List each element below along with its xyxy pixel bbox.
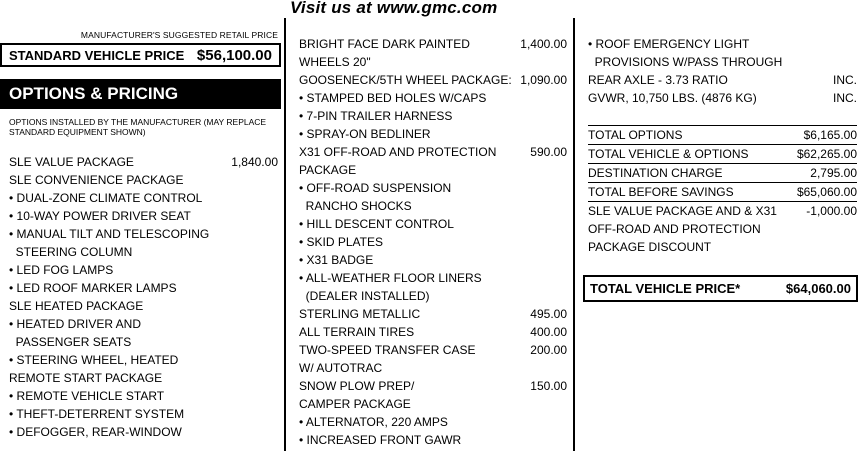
line-item-text: SLE CONVENIENCE PACKAGE [9, 173, 184, 187]
line-item-amount: 1,400.00 [520, 37, 567, 51]
line-item-text: • ALTERNATOR, 220 AMPS [299, 415, 448, 429]
summary-line-item [588, 144, 857, 163]
line-item-text: TOTAL VEHICLE & OPTIONS [588, 147, 749, 161]
options-list-left [0, 153, 281, 441]
line-item-text: REMOTE START PACKAGE [9, 371, 163, 385]
option-line-item [9, 333, 278, 351]
pricing-column-middle [290, 18, 572, 451]
total-price-amount: $64,060.00 [785, 281, 851, 296]
line-item-text: (DEALER INSTALLED) [299, 289, 430, 303]
option-line-item [9, 315, 278, 333]
line-item-amount: $6,165.00 [803, 128, 857, 142]
line-item-text: STERLING METALLIC [299, 307, 421, 321]
line-item-amount: 1,090.00 [520, 73, 567, 87]
option-line-item [299, 143, 567, 161]
line-item-text: TOTAL OPTIONS [588, 128, 683, 142]
line-item-text: PACKAGE DISCOUNT [588, 240, 712, 254]
line-item-text: BRIGHT FACE DARK PAINTED [299, 37, 470, 51]
option-line-item [9, 243, 278, 261]
line-item-text: • DEFOGGER, REAR-WINDOW [9, 425, 182, 439]
option-line-item [9, 297, 278, 315]
line-item-text: • HILL DESCENT CONTROL [299, 217, 454, 231]
line-item-amount: -1,000.00 [806, 204, 857, 218]
line-item-text: • LED ROOF MARKER LAMPS [9, 281, 177, 295]
option-line-item [299, 89, 567, 107]
line-item-text: DESTINATION CHARGE [588, 166, 723, 180]
summary-line-item [588, 220, 857, 238]
option-line-item [9, 405, 278, 423]
line-item-text: GVWR, 10,750 LBS. (4876 KG) [588, 91, 757, 105]
line-item-text: • ALL-WEATHER FLOOR LINERS [299, 271, 482, 285]
option-line-item [9, 369, 278, 387]
line-item-text: W/ AUTOTRAC [299, 361, 383, 375]
option-line-item [9, 423, 278, 441]
line-item-amount: INC. [833, 91, 857, 105]
line-item-text: • DUAL-ZONE CLIMATE CONTROL [9, 191, 203, 205]
line-item-text: • SPRAY-ON BEDLINER [299, 127, 431, 141]
line-item-text: SLE VALUE PACKAGE [9, 155, 134, 169]
line-item-text: PACKAGE [299, 163, 357, 177]
option-line-item [299, 341, 567, 359]
total-price-label: TOTAL VEHICLE PRICE* [590, 281, 741, 296]
line-item-amount: 400.00 [530, 325, 567, 339]
pricing-column-left [0, 18, 281, 451]
summary-line-item [588, 201, 857, 220]
line-item-amount: $62,265.00 [796, 147, 857, 161]
option-line-item [299, 179, 567, 197]
option-line-item [299, 125, 567, 143]
pricing-column-right [580, 18, 858, 451]
line-item-text: • STEERING WHEEL, HEATED [9, 353, 179, 367]
line-item-text: OFF-ROAD AND PROTECTION [588, 222, 761, 236]
line-item-text: • STAMPED BED HOLES W/CAPS [299, 91, 487, 105]
option-line-item [588, 35, 857, 53]
line-item-text: WHEELS 20" [299, 55, 371, 69]
line-item-text: • 10-WAY POWER DRIVER SEAT [9, 209, 191, 223]
option-line-item [9, 261, 278, 279]
line-item-amount: INC. [833, 73, 857, 87]
option-line-item [299, 287, 567, 305]
summary-line-item [588, 238, 857, 256]
line-item-amount: 590.00 [530, 145, 567, 159]
line-item-text: • 7-PIN TRAILER HARNESS [299, 109, 453, 123]
option-line-item [299, 377, 567, 395]
options-list-right [580, 35, 858, 107]
option-line-item [299, 53, 567, 71]
line-item-text: RANCHO SHOCKS [299, 199, 412, 213]
column-divider-left [284, 18, 286, 451]
option-line-item [299, 305, 567, 323]
option-line-item [9, 225, 278, 243]
msrp-note: MANUFACTURER'S SUGGESTED RETAIL PRICE [80, 30, 278, 40]
line-item-amount: 2,795.00 [810, 166, 857, 180]
column-divider-right [573, 18, 575, 451]
summary-line-item [588, 182, 857, 201]
line-item-text: TOTAL BEFORE SAVINGS [588, 185, 734, 199]
line-item-amount: 200.00 [530, 343, 567, 357]
option-line-item [9, 171, 278, 189]
line-item-text: • SKID PLATES [299, 235, 384, 249]
line-item-text: CAMPER PACKAGE [299, 397, 411, 411]
line-item-text: PROVISIONS W/PASS THROUGH [588, 55, 783, 69]
line-item-amount: 150.00 [530, 379, 567, 393]
option-line-item [299, 215, 567, 233]
line-item-text: SNOW PLOW PREP/ [299, 379, 415, 393]
option-line-item [9, 387, 278, 405]
option-line-item [299, 161, 567, 179]
options-pricing-heading: OPTIONS & PRICING [0, 79, 281, 109]
option-line-item [9, 189, 278, 207]
option-line-item [588, 89, 857, 107]
option-line-item [9, 153, 278, 171]
standard-vehicle-price-box [0, 43, 281, 67]
line-item-text: SLE VALUE PACKAGE AND & X31 [588, 204, 777, 218]
option-line-item [299, 71, 567, 89]
line-item-text: REAR AXLE - 3.73 RATIO [588, 73, 728, 87]
options-list-middle [290, 35, 572, 449]
option-line-item [588, 71, 857, 89]
option-line-item [299, 251, 567, 269]
option-line-item [9, 279, 278, 297]
options-note: OPTIONS INSTALLED BY THE MANUFACTURER (MAY REPLACE STANDARD EQUIPMENT SHOWN) [9, 117, 267, 137]
line-item-text: TWO-SPEED TRANSFER CASE [299, 343, 476, 357]
line-item-amount: 1,840.00 [231, 155, 278, 169]
line-item-text: • X31 BADGE [299, 253, 374, 267]
line-item-text: PASSENGER SEATS [9, 335, 132, 349]
option-line-item [299, 431, 567, 449]
option-line-item [299, 323, 567, 341]
option-line-item [299, 197, 567, 215]
option-line-item [299, 233, 567, 251]
price-summary [580, 125, 858, 256]
line-item-amount: 495.00 [530, 307, 567, 321]
option-line-item [299, 269, 567, 287]
line-item-text: GOOSENECK/5TH WHEEL PACKAGE: [299, 73, 512, 87]
option-line-item [299, 395, 567, 413]
line-item-text: • HEATED DRIVER AND [9, 317, 141, 331]
option-line-item [299, 107, 567, 125]
line-item-text: ALL TERRAIN TIRES [299, 325, 415, 339]
line-item-text: • OFF-ROAD SUSPENSION [299, 181, 452, 195]
standard-price-label: STANDARD VEHICLE PRICE [9, 47, 185, 63]
option-line-item [9, 207, 278, 225]
option-line-item [9, 351, 278, 369]
line-item-text: X31 OFF-ROAD AND PROTECTION [299, 145, 497, 159]
option-line-item [299, 413, 567, 431]
line-item-text: • REMOTE VEHICLE START [9, 389, 165, 403]
line-item-text: • LED FOG LAMPS [9, 263, 114, 277]
option-line-item [299, 35, 567, 53]
line-item-text: • ROOF EMERGENCY LIGHT [588, 37, 750, 51]
line-item-text: • INCREASED FRONT GAWR [299, 433, 462, 447]
line-item-text: • THEFT-DETERRENT SYSTEM [9, 407, 185, 421]
summary-line-item [588, 163, 857, 182]
option-line-item [588, 53, 857, 71]
line-item-text: STEERING COLUMN [9, 245, 133, 259]
line-item-text: • MANUAL TILT AND TELESCOPING [9, 227, 210, 241]
summary-line-item [588, 125, 857, 144]
option-line-item [299, 359, 567, 377]
line-item-amount: $65,060.00 [796, 185, 857, 199]
website-url: Visit us at www.gmc.com [290, 0, 498, 17]
total-vehicle-price-box [583, 275, 858, 302]
standard-price-amount: $56,100.00 [196, 46, 272, 64]
line-item-text: SLE HEATED PACKAGE [9, 299, 144, 313]
